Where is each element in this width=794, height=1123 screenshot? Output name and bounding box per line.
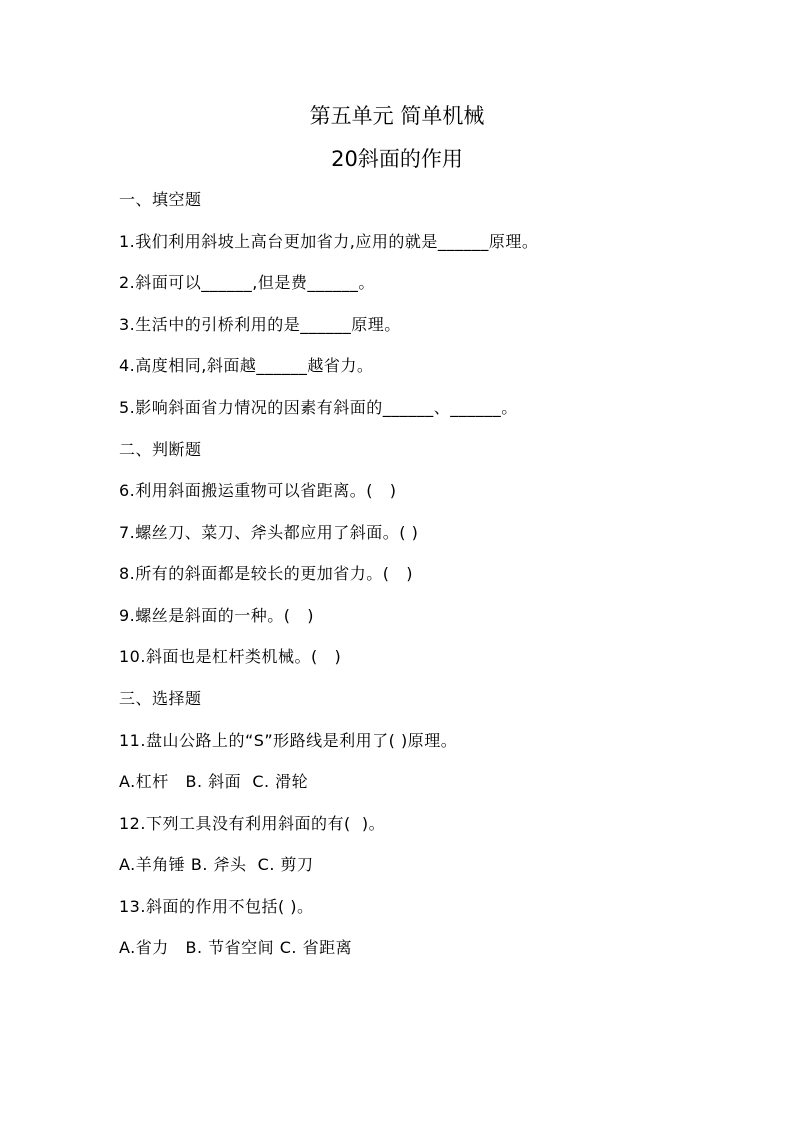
- question-11: 11.盘山公路上的“S”形路线是利用了( )原理。: [119, 731, 458, 750]
- question-12-options: A.羊角锤 B. 斧头 C. 剪刀: [119, 855, 314, 874]
- question-6: 6.利用斜面搬运重物可以省距离。( ): [119, 481, 397, 500]
- question-11-options: A.杠杆 B. 斜面 C. 滑轮: [119, 772, 309, 791]
- lesson-title: 20斜面的作用: [331, 147, 463, 171]
- section-heading-multiple-choice: 三、选择题: [119, 689, 202, 708]
- section-heading-true-false: 二、判断题: [119, 440, 202, 459]
- question-13-options: A.省力 B. 节省空间 C. 省距离: [119, 938, 353, 957]
- question-7: 7.螺丝刀、菜刀、斧头都应用了斜面。( ): [119, 523, 419, 542]
- section-heading-fill-blank: 一、填空题: [119, 190, 202, 209]
- question-12: 12.下列工具没有利用斜面的有( )。: [119, 814, 386, 833]
- question-5: 5.影响斜面省力情况的因素有斜面的______、______。: [119, 398, 518, 417]
- question-9: 9.螺丝是斜面的一种。( ): [119, 606, 315, 625]
- question-8: 8.所有的斜面都是较长的更加省力。( ): [119, 564, 414, 583]
- question-3: 3.生活中的引桥利用的是______原理。: [119, 315, 401, 334]
- question-10: 10.斜面也是杠杆类机械。( ): [119, 647, 342, 666]
- unit-title: 第五单元 简单机械: [309, 104, 485, 128]
- question-2: 2.斜面可以______,但是费______。: [119, 273, 375, 292]
- question-13: 13.斜面的作用不包括( )。: [119, 897, 314, 916]
- question-1: 1.我们利用斜坡上高台更加省力,应用的就是______原理。: [119, 232, 539, 251]
- question-4: 4.高度相同,斜面越______越省力。: [119, 356, 374, 375]
